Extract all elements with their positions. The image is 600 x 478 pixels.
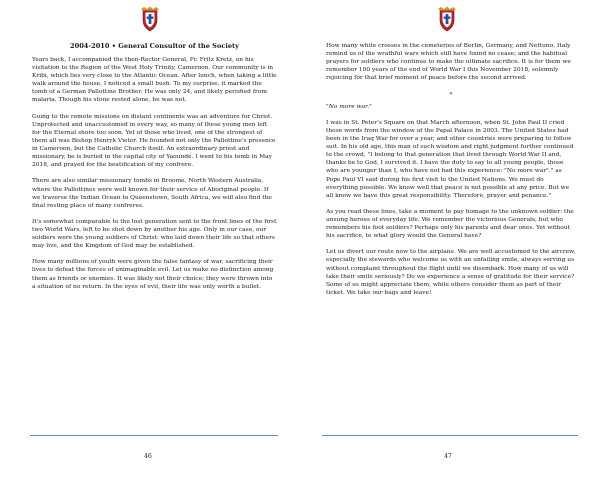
right-page-content xyxy=(326,42,576,305)
society-crest-icon xyxy=(436,6,458,32)
right-page xyxy=(300,0,600,478)
paragraph: How many white crosses in the cemeteries of Berlin, Germany, and Nettuno, Italy remind us of the wrathful wars which still have found no cease; and the habitual prayers for soldiers who continue to make the ultimate sacrifice. It is for them we remember 100 years of the end of World War I this November 2018, solemnly rejoicing for that brief moment of peace before the second arrived. xyxy=(326,43,571,82)
page-number: 47 xyxy=(444,453,452,460)
paragraph: There are also similar missionary tombs in Broome, North Western Australia, where the Pallottines were well known for their service of Aboriginal people. If we traverse the Indian Ocean to Queenstown, South Africa, we will also find the final resting place of many confreres. xyxy=(32,178,272,209)
section-separator: * xyxy=(449,91,453,98)
paragraph: Going to the remote missions on distant continents was an adventure for Christ. Unprotected and unaccustomed in every way, so many of these young men left for the Eternal shore too soon. Yet of those who lived, one of the strongest of them all was Bishop Henryk Vieter. He founded not only the Pallottine's presence in Cameroon, but the Catholic Church itself. An extraordinary priest and missionary, he is buried in the capital city of Yaoundé. I went to his tomb in May 2018, and prayed for the beatification of my confrere. xyxy=(32,113,276,169)
quote: "No more war." xyxy=(326,103,372,110)
paragraph: How many millions of youth were given the false fantasy of war, sacrificing their lives to defeat the forces of unimaginable evil. Let us make no distinction among them as friends or enemies. It was likely not their choice; they were thrown into a situation of no return. In the eyes of evil, their life was only worth a bullet. xyxy=(32,259,274,290)
paragraph: I was in St. Peter's Square on that March afternoon, when St. John Paul II cried those words from the window of the Papal Palace in 2003. The United States had been in the Iraq War for over a year, and other countries were preparing to follow suit. In his old age, this man of such wisdom and right judgment further continued to the crowd, "I belong to that generation that lived through World War II and, thanks be to God, I survived it. I have the duty to say to all young people, those who are younger than I, who have not had this experience: "No more war"." as Pope Paul VI said during his first visit to the United Nations. We must do everything possible. We know well that peace is not possible at any price. But we all know we have this great responsibility. Therefore, prayer and penance." xyxy=(326,119,574,199)
page-number: 46 xyxy=(144,453,152,460)
footer-rule xyxy=(30,435,278,436)
paragraph: It's somewhat comparable to the lost generation sent to the front lines of the first two World Wars, left to be shot down by another his age. Only in our case, our soldiers were the young soldiers of Christ: who laid down their life so that others may live, and the Kingdom of God may be established. xyxy=(32,218,277,250)
society-crest-icon xyxy=(139,6,161,32)
left-page-content xyxy=(32,42,277,299)
paragraph: Years back, I accompanied the then-Rector General, Fr. Fritz Kretz, on his visitation to the Region of the West Holy Trinity, Cameroon. Our community is in Kribi, which lies very close to the Atlantic Ocean. After lunch, when taking a little walk around the house, I noticed a small bush. To my surprise, it marked the tomb of a German Pallottine Brother. He was only 24, and likely perished from malaria. Though his stone rested alone, he was not. xyxy=(32,57,277,104)
footer-rule xyxy=(322,435,578,436)
paragraph: As you read these lines, take a moment to pay homage to the unknown soldier: the unsung heroes of everyday life. We remember the victorious Generals, but who remembers his foot soldiers? Perhaps only his parents and dear ones. Yet without his sacrifice, to what glory would the General have? xyxy=(326,208,574,240)
section-heading: 2004-2010 • General Consultor of the Society xyxy=(70,42,239,50)
paragraph: Let us divert our route now to the airplane. We are well accustomed to the aircrew, especially the stewards who welcome us with an unfailing smile, always serving us without complaint throughout the flight until we disembark. How many of us will take their smile seriously? Do we experience a sense of gratitude for their service? Some of us might appreciate them, while others consider them as part of their ticket. We take our bags and leave! xyxy=(326,249,576,296)
